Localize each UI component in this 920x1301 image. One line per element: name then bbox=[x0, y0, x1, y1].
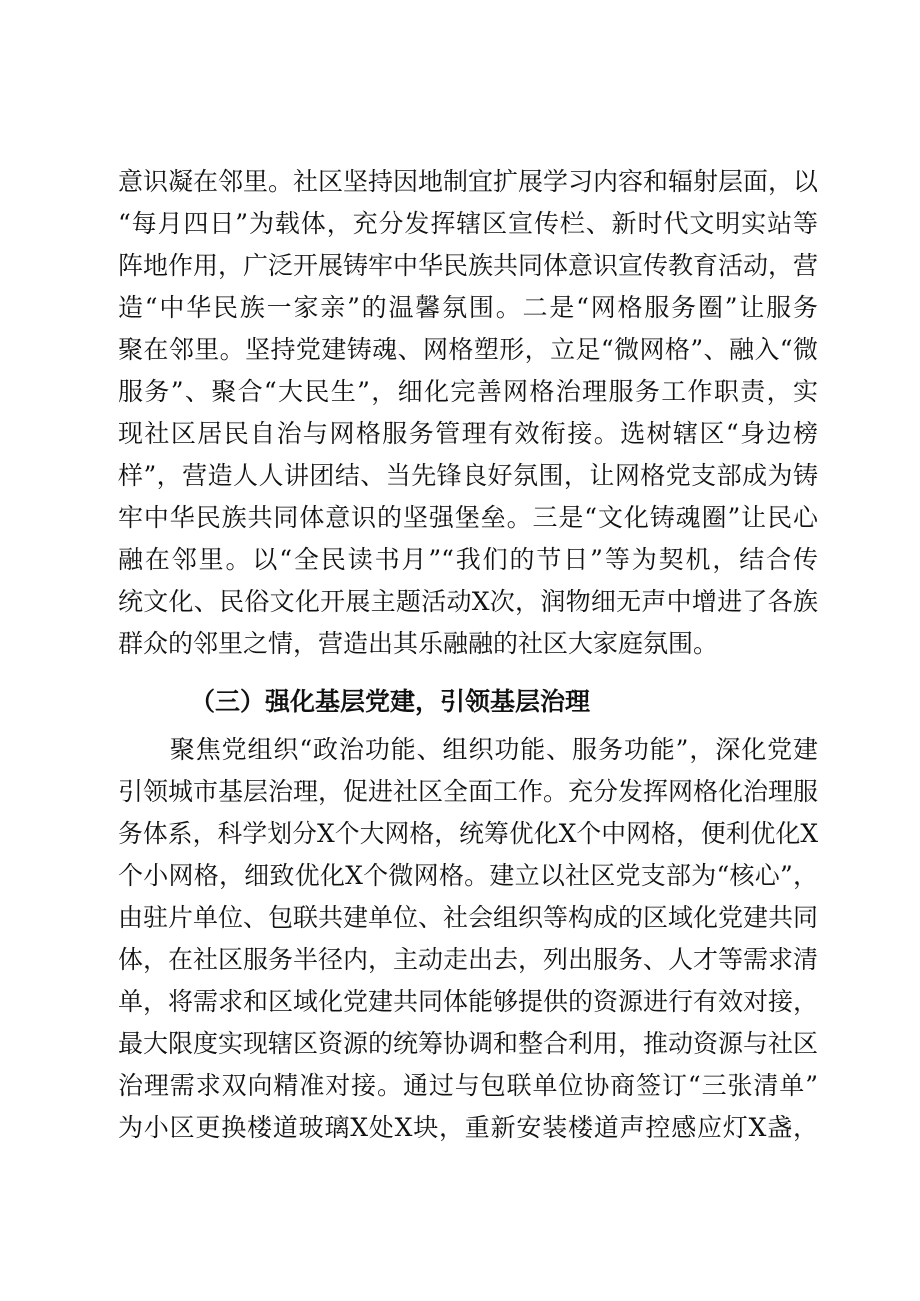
text-line: 群众的邻里之情，营造出其乐融融的社区大家庭氛围。 bbox=[118, 629, 719, 658]
section-heading: （三）强化基层党建，引领基层治理 bbox=[190, 687, 591, 716]
text-line: 务体系，科学划分X个大网格，统筹优化X个中网格，便利优化X bbox=[118, 819, 818, 848]
text-line: 由驻片单位、包联共建单位、社会组织等构成的区域化党建共同 bbox=[118, 903, 819, 932]
text-line: 体，在社区服务半径内，主动走出去，列出服务、人才等需求清 bbox=[118, 945, 819, 974]
text-line: 引领城市基层治理，促进社区全面工作。充分发挥网格化治理服 bbox=[118, 777, 819, 806]
text-line: 为小区更换楼道玻璃X处X块，重新安装楼道声控感应灯X盏， bbox=[118, 1113, 818, 1142]
text-line: 牢中华民族共同体意识的坚强堡垒。三是“文化铸魂圈”让民心 bbox=[118, 503, 818, 532]
text-line: 单，将需求和区域化党建共同体能够提供的资源进行有效对接， bbox=[118, 987, 819, 1016]
text-line: 意识凝在邻里。社区坚持因地制宜扩展学习内容和辐射层面，以 bbox=[118, 167, 819, 196]
text-line: 统文化、民俗文化开展主题活动X次，润物细无声中增进了各族 bbox=[118, 587, 818, 616]
text-line: 聚焦党组织“政治功能、组织功能、服务功能”，深化党建 bbox=[118, 735, 818, 764]
text-line: “每月四日”为载体，充分发挥辖区宣传栏、新时代文明实站等 bbox=[118, 209, 818, 238]
text-line: 样”，营造人人讲团结、当先锋良好氛围，让网格党支部成为铸 bbox=[118, 461, 818, 490]
text-line: 最大限度实现辖区资源的统筹协调和整合利用，推动资源与社区 bbox=[118, 1029, 819, 1058]
text-line: 融在邻里。以“全民读书月”“我们的节日”等为契机，结合传 bbox=[118, 545, 818, 574]
text-line: 个小网格，细致优化X个微网格。建立以社区党支部为“核心”， bbox=[118, 861, 818, 890]
text-line: 现社区居民自治与网格服务管理有效衔接。选树辖区“身边榜 bbox=[118, 419, 818, 448]
text-line: 治理需求双向精准对接。通过与包联单位协商签订“三张清单” bbox=[118, 1071, 818, 1100]
text-line: 服务”、聚合“大民生”，细化完善网格治理服务工作职责，实 bbox=[118, 377, 818, 406]
text-line: 聚在邻里。坚持党建铸魂、网格塑形，立足“微网格”、融入“微 bbox=[118, 335, 818, 364]
text-line: 阵地作用，广泛开展铸牢中华民族共同体意识宣传教育活动，营 bbox=[118, 251, 819, 280]
text-line: 造“中华民族一家亲”的温馨氛围。二是“网格服务圈”让服务 bbox=[118, 293, 818, 322]
